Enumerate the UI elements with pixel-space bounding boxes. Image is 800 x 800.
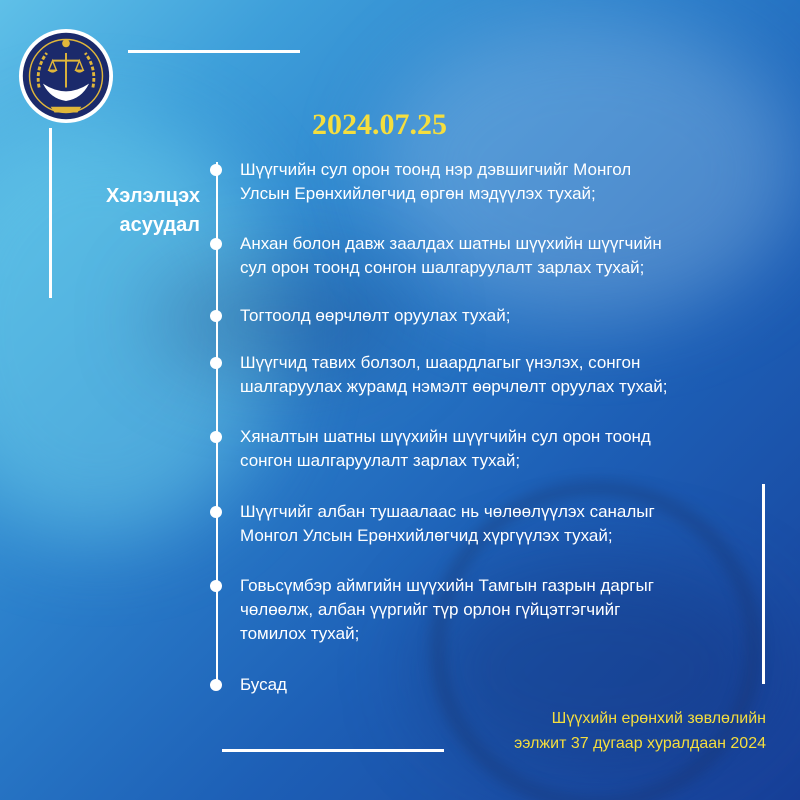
timeline-dot: [210, 238, 222, 250]
timeline-dot: [210, 580, 222, 592]
timeline-dot: [210, 679, 222, 691]
left-vertical-line: [49, 128, 52, 298]
agenda-item: Анхан болон давж заалдах шатны шүүхийн шүүгчийн сул орон тоонд сонгон шалгаруулалт зарлах тухай;: [240, 234, 662, 277]
bottom-divider-line: [222, 749, 444, 752]
timeline-dot: [210, 431, 222, 443]
agenda-item: Говьсүмбэр аймгийн шүүхийн Тамгын газрын даргыг чөлөөлж, албан үүргийг түр орлон гүйцэтгэгчийг томилох тухай;: [240, 576, 654, 643]
agenda-item: Шүүгчид тавих болзол, шаардлагыг үнэлэх, сонгон шалгаруулах журамд нэмэлт өөрчлөлт оруулах тухай;: [240, 353, 668, 396]
agenda-item: Тогтоолд өөрчлөлт оруулах тухай;: [240, 306, 511, 325]
right-vertical-line: [762, 484, 765, 684]
timeline-dot: [210, 357, 222, 369]
top-divider-line: [128, 50, 300, 53]
agenda-topic-label: Хэлэлцэх асуудал: [105, 185, 200, 236]
agenda-item: Шүүгчийн сул орон тоонд нэр дэвшигчийг Монгол Улсын Ерөнхийлөгчид өргөн мэдүүлэх тухай;: [240, 160, 632, 203]
agenda-item: Бусад: [240, 675, 287, 694]
footer-caption: Шүүхийн ерөнхий зөвлөлийн ээлжит 37 дугаар хуралдаан 2024: [514, 710, 766, 752]
judicial-council-emblem: [18, 28, 114, 124]
agenda-item: Хяналтын шатны шүүхийн шүүгчийн сул орон тоонд сонгон шалгаруулалт зарлах тухай;: [240, 427, 651, 470]
agenda-item: Шүүгчийг албан тушаалаас нь чөлөөлүүлэх саналыг Монгол Улсын Ерөнхийлөгчид хүргүүлэх тухай;: [240, 502, 655, 545]
timeline-dot: [210, 506, 222, 518]
date-heading: 2024.07.25: [312, 108, 447, 141]
timeline-dot: [210, 164, 222, 176]
timeline-dot: [210, 310, 222, 322]
